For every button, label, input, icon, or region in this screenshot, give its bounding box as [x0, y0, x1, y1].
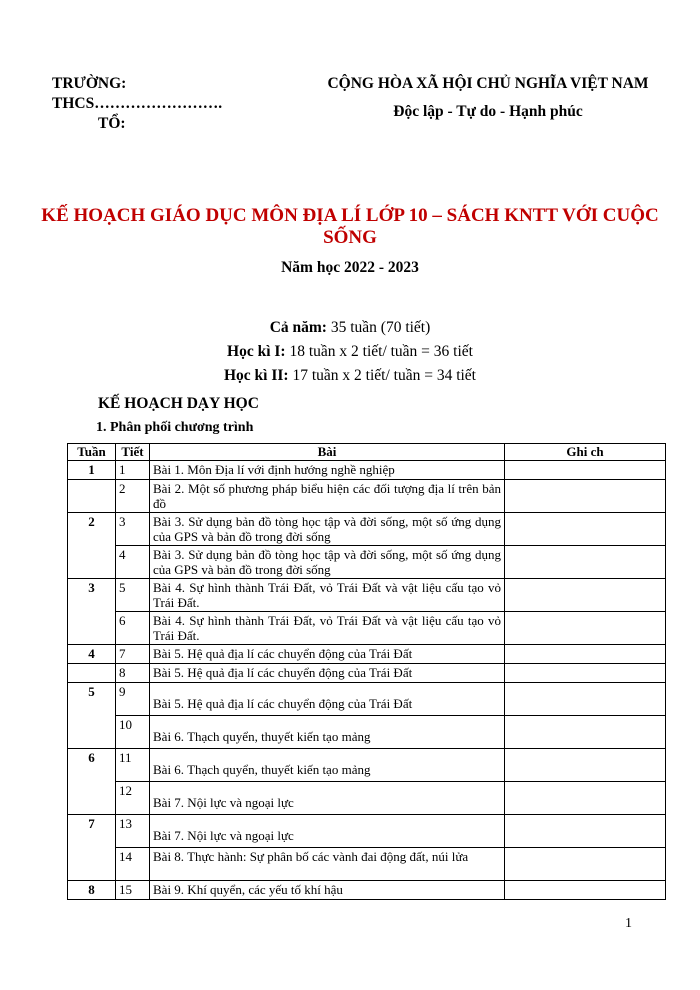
- notes-cell: [505, 716, 666, 749]
- notes-cell: [505, 881, 666, 900]
- table-row: [68, 645, 666, 664]
- lesson-cell: Bài 2. Một số phương pháp biểu hiện các đối tượng địa lí trên bản đồ: [150, 480, 505, 513]
- lesson-cell: Bài 4. Sự hình thành Trái Đất, vỏ Trái Đất và vật liệu cấu tạo vỏ Trái Đất.: [150, 579, 505, 612]
- curriculum-table: [67, 443, 666, 900]
- department-label: TỔ:: [98, 115, 126, 132]
- week-cell-empty: [68, 480, 116, 513]
- plan-heading: KẾ HOẠCH DẠY HỌC: [98, 395, 259, 412]
- week-cell: 6: [68, 749, 116, 815]
- summary-semester-2: Học kì II: 17 tuần x 2 tiết/ tuần = 34 tiết: [224, 367, 476, 384]
- lesson-cell: Bài 4. Sự hình thành Trái Đất, vỏ Trái Đất và vật liệu cấu tạo vỏ Trái Đất.: [150, 612, 505, 645]
- header-lesson: Bài: [150, 444, 505, 461]
- table-row: [68, 461, 666, 480]
- school-info: [52, 74, 222, 134]
- section-heading: 1. Phân phối chương trình: [96, 420, 254, 435]
- period-cell: 10: [116, 716, 150, 749]
- lesson-cell: Bài 7. Nội lực và ngoại lực: [150, 815, 505, 848]
- lesson-cell: Bài 3. Sử dụng bản đồ tòng học tập và đời sống, một số ứng dụng của GPS và bản đồ trong đời sống: [150, 513, 505, 546]
- table-row: [68, 749, 666, 782]
- time-summary: [0, 316, 700, 388]
- national-header: [300, 74, 676, 122]
- national-motto: Độc lập - Tự do - Hạnh phúc: [393, 103, 583, 120]
- period-cell: 14: [116, 848, 150, 881]
- period-cell: 13: [116, 815, 150, 848]
- notes-cell: [505, 645, 666, 664]
- table-row: [68, 782, 666, 815]
- notes-cell: [505, 848, 666, 881]
- period-cell: 8: [116, 664, 150, 683]
- table-row: [68, 683, 666, 716]
- table-row: [68, 664, 666, 683]
- lesson-cell: Bài 1. Môn Địa lí với định hướng nghề nghiệp: [150, 461, 505, 480]
- period-cell: 3: [116, 513, 150, 546]
- header-notes: Ghi ch: [505, 444, 666, 461]
- period-cell: 12: [116, 782, 150, 815]
- lesson-cell: Bài 6. Thạch quyển, thuyết kiến tạo mảng: [150, 716, 505, 749]
- period-cell: 6: [116, 612, 150, 645]
- week-cell: 5: [68, 683, 116, 749]
- notes-cell: [505, 664, 666, 683]
- header-period: Tiết: [116, 444, 150, 461]
- notes-cell: [505, 612, 666, 645]
- page-number: 1: [625, 916, 632, 931]
- notes-cell: [505, 546, 666, 579]
- summary-year: Cả năm: 35 tuần (70 tiết): [269, 319, 431, 336]
- table-row: [68, 579, 666, 612]
- table-row: [68, 612, 666, 645]
- lesson-cell: Bài 9. Khí quyển, các yếu tố khí hậu: [150, 881, 505, 900]
- period-cell: 9: [116, 683, 150, 716]
- nation-name: CỘNG HÒA XÃ HỘI CHỦ NGHĨA VIỆT NAM: [327, 75, 649, 92]
- table-row: [68, 546, 666, 579]
- period-cell: 11: [116, 749, 150, 782]
- notes-cell: [505, 683, 666, 716]
- table-row: [68, 881, 666, 900]
- table-row: [68, 513, 666, 546]
- week-cell-empty: [68, 664, 116, 683]
- header-week: Tuần: [68, 444, 116, 461]
- lesson-cell: Bài 7. Nội lực và ngoại lực: [150, 782, 505, 815]
- lesson-cell: Bài 3. Sử dụng bản đồ tòng học tập và đời sống, một số ứng dụng của GPS và bản đồ trong đời sống: [150, 546, 505, 579]
- lesson-cell: Bài 5. Hệ quả địa lí các chuyển động của Trái Đất: [150, 645, 505, 664]
- week-cell: 4: [68, 645, 116, 664]
- table-row: [68, 480, 666, 513]
- table-header-row: [68, 444, 666, 461]
- notes-cell: [505, 513, 666, 546]
- week-cell: 1: [68, 461, 116, 480]
- table-row: [68, 716, 666, 749]
- table-row: [68, 848, 666, 881]
- school-label: TRƯỜNG:: [52, 75, 127, 92]
- week-cell: 8: [68, 881, 116, 900]
- notes-cell: [505, 782, 666, 815]
- notes-cell: [505, 461, 666, 480]
- lesson-cell: Bài 5. Hệ quả địa lí các chuyển động của Trái Đất: [150, 683, 505, 716]
- notes-cell: [505, 815, 666, 848]
- period-cell: 7: [116, 645, 150, 664]
- week-cell: 3: [68, 579, 116, 645]
- notes-cell: [505, 749, 666, 782]
- school-name-placeholder: THCS…………………….: [52, 95, 223, 112]
- lesson-cell: Bài 5. Hệ quả địa lí các chuyển động của Trái Đất: [150, 664, 505, 683]
- week-cell: 7: [68, 815, 116, 881]
- period-cell: 1: [116, 461, 150, 480]
- period-cell: 15: [116, 881, 150, 900]
- period-cell: 2: [116, 480, 150, 513]
- school-year: Năm học 2022 - 2023: [281, 259, 419, 276]
- lesson-cell: Bài 8. Thực hành: Sự phân bố các vành đai động đất, núi lửa: [150, 848, 505, 881]
- lesson-cell: Bài 6. Thạch quyển, thuyết kiến tạo mảng: [150, 749, 505, 782]
- notes-cell: [505, 579, 666, 612]
- document-title: KẾ HOẠCH GIÁO DỤC MÔN ĐỊA LÍ LỚP 10 – SÁCH KNTT VỚI CUỘC SỐNG: [41, 205, 659, 248]
- period-cell: 4: [116, 546, 150, 579]
- summary-semester-1: Học kì I: 18 tuần x 2 tiết/ tuần = 36 tiết: [227, 343, 473, 360]
- week-cell: 2: [68, 513, 116, 579]
- table-row: [68, 815, 666, 848]
- notes-cell: [505, 480, 666, 513]
- period-cell: 5: [116, 579, 150, 612]
